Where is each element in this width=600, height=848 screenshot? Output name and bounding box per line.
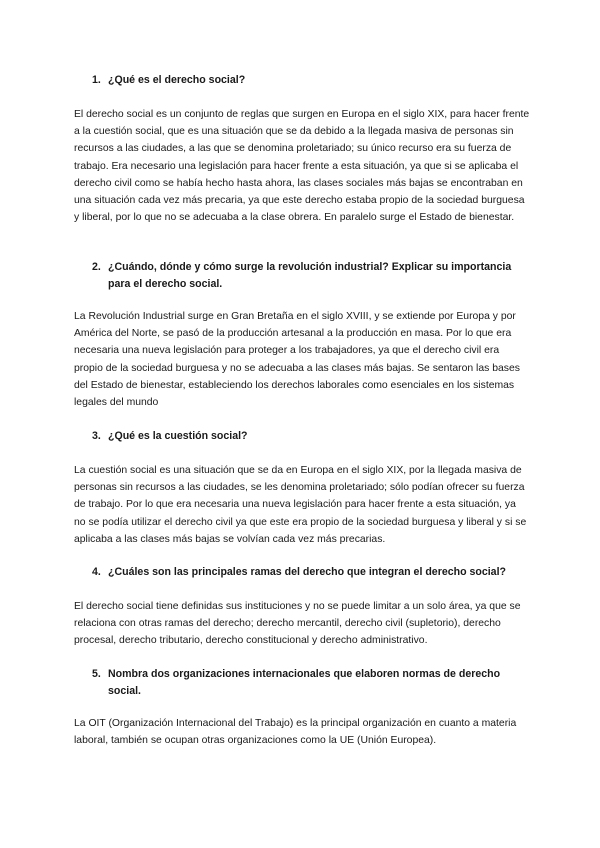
question-text: ¿Cuáles son las principales ramas del derecho que integran el derecho social?	[108, 566, 506, 578]
question-heading-3	[92, 428, 512, 445]
question-number: 5.	[92, 668, 101, 680]
question-text: Nombra dos organizaciones internacionales que elaboren normas de derecho social.	[108, 668, 501, 697]
answer-paragraph-3: La cuestión social es una situación que se da en Europa en el siglo XIX, por la llegada masiva de personas sin recursos a las ciudades, se les denomina proletariado; sólo podían ofrecer su fuerza de trabajo. Por lo que era necesaria una nueva legislación para hacer frente a esta situación, ya no se podía utilizar el derecho civil ya que este era propio de la sociedad burguesa y liberal y si se aplicaba a las clases más bajas se volvían cada vez más precarias.	[74, 465, 527, 545]
question-heading-2	[92, 259, 512, 293]
answer-paragraph-1: El derecho social es un conjunto de reglas que surgen en Europa en el siglo XIX, para hacer frente a la cuestión social, que es una situación que se da debido a la llegada masiva de personas sin recursos a las ciudades, a las que se denomina proletariado; su único recurso era su fuerza de trabajo. Era necesario una legislación para hacer frente a esta situación, ya que si se aplicaba el derecho civil como se había hecho hasta ahora, las clases sociales más bajas se encontraban en una situación cada vez más precaria, ya que este derecho estaba propio de la sociedad burguesa y liberal, por lo que no se adecuaba a la clase obrera. En paralelo surge el Estado de bienestar.	[74, 109, 530, 224]
question-number: 2.	[92, 261, 101, 273]
question-number: 1.	[92, 74, 101, 86]
question-text: ¿Qué es el derecho social?	[108, 74, 246, 86]
answer-paragraph-5: La OIT (Organización Internacional del Trabajo) es la principal organización en cuanto a materia laboral, también se ocupan otras organizaciones como la UE (Unión Europea).	[74, 718, 517, 747]
question-heading-5	[92, 666, 512, 700]
question-heading-1	[92, 72, 512, 89]
question-heading-4	[92, 564, 512, 581]
question-text: ¿Cuándo, dónde y cómo surge la revolución industrial? Explicar su importancia para el derecho social.	[108, 261, 512, 290]
question-number: 4.	[92, 566, 101, 578]
question-number: 3.	[92, 430, 101, 442]
answer-paragraph-2: La Revolución Industrial surge en Gran Bretaña en el siglo XVIII, y se extiende por Europa y por América del Norte, se pasó de la producción artesanal a la producción en masa. Por lo que era necesaria una nueva legislación para proteger a los trabajadores, ya que el derecho civil era propio de la sociedad burguesa y no se adecuaba a las clases más bajas. Se sentaron las bases del Estado de bienestar, estableciendo los derechos laborales como esenciales en los sistemas legales del mundo	[74, 311, 520, 409]
question-text: ¿Qué es la cuestión social?	[108, 430, 248, 442]
answer-paragraph-4: El derecho social tiene definidas sus instituciones y no se puede limitar a un solo área, ya que se relaciona con otras ramas del derecho; derecho mercantil, derecho civil (supletorio), derecho procesal, derecho tributario, derecho constitucional y derecho administrativo.	[74, 601, 521, 647]
